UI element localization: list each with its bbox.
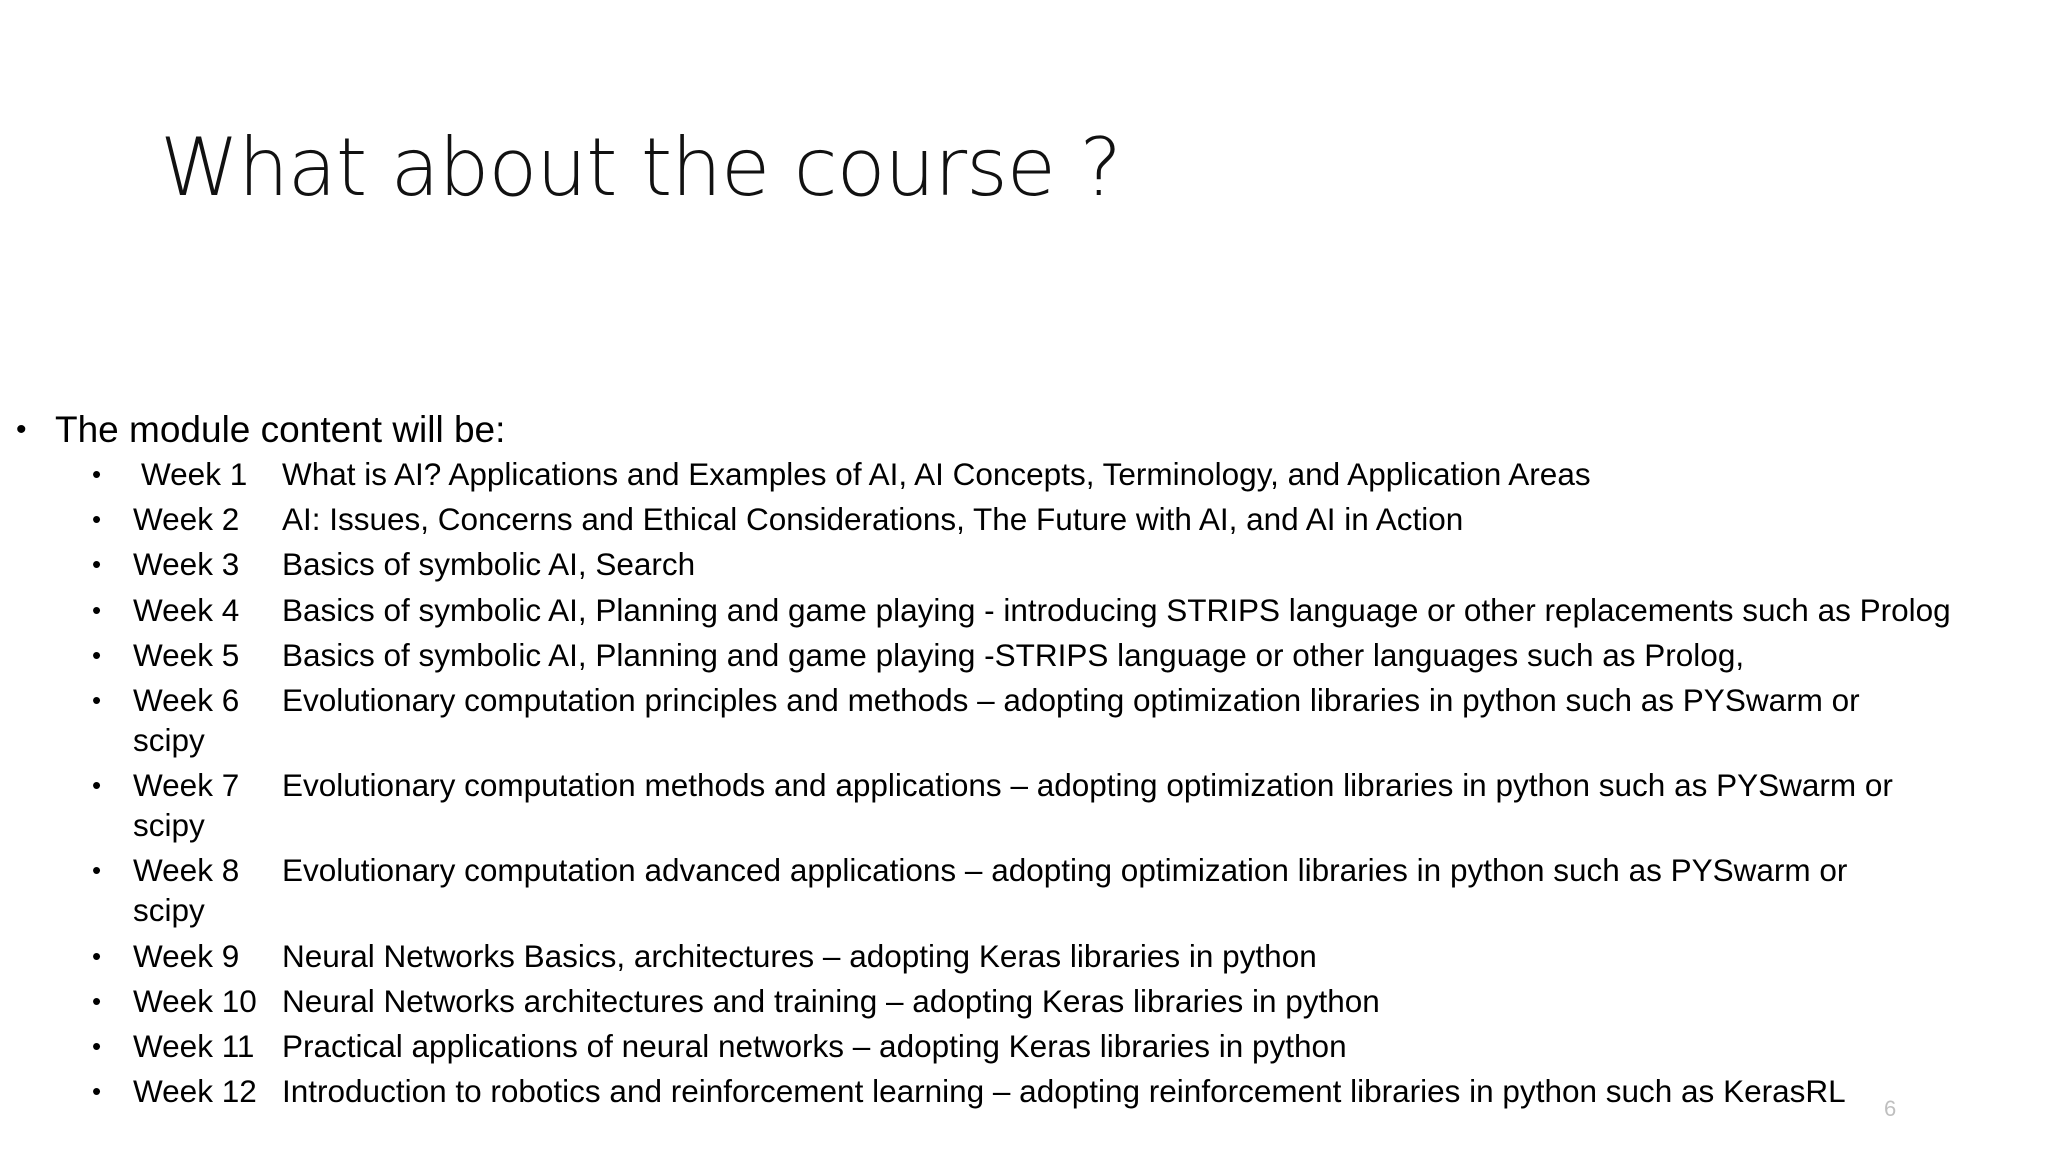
week-topic: Practical applications of neural networks – adopting Keras libraries in python: [282, 1027, 1347, 1064]
week-label: Week 11: [133, 1027, 255, 1064]
week-topic: Basics of symbolic AI, Search: [282, 546, 696, 583]
page-number: 6: [1884, 1096, 1897, 1121]
week-item: [0, 936, 2048, 976]
week-label: Week 6: [133, 681, 240, 718]
bullet-icon: •: [92, 504, 102, 535]
week-topic: Evolutionary computation advanced applications – adopting optimization libraries in python such as PYSwarm or: [282, 852, 1848, 889]
bullet-icon: •: [92, 684, 102, 715]
bullet-icon: •: [92, 639, 102, 670]
slide-content: [0, 406, 2048, 1116]
week-topic: Neural Networks Basics, architectures – adopting Keras libraries in python: [282, 937, 1317, 974]
bullet-icon: •: [92, 549, 102, 580]
bullet-icon: •: [16, 413, 27, 446]
week-label: Week 2: [133, 501, 240, 538]
week-label: Week 9: [133, 937, 240, 974]
week-label: Week 1: [141, 456, 248, 492]
week-topic: Evolutionary computation principles and methods – adopting optimization libraries in python such as PYSwarm or: [282, 681, 1860, 718]
week-item: [0, 499, 2048, 539]
week-item: [0, 680, 2048, 760]
bullet-icon: •: [92, 855, 102, 886]
week-topic-continuation: scipy: [133, 892, 205, 929]
week-topic: Introduction to robotics and reinforcement learning – adopting reinforcement libraries in python such as KerasRL: [282, 1073, 1846, 1110]
week-item: [0, 544, 2048, 584]
week-topic-continuation: scipy: [133, 807, 205, 844]
week-item: [0, 850, 2048, 930]
week-item: [0, 981, 2048, 1021]
slide-title: What about the course ?: [160, 121, 1121, 214]
week-topic: AI: Issues, Concerns and Ethical Considerations, The Future with AI, and AI in Action: [282, 501, 1464, 538]
week-topic: Evolutionary computation methods and applications – adopting optimization libraries in python such as PYSwarm or: [282, 767, 1893, 804]
week-list: [0, 454, 2048, 1111]
week-label: Week 4: [133, 591, 240, 628]
bullet-icon: •: [92, 940, 102, 971]
bullet-icon: •: [92, 1030, 102, 1061]
lead-text: The module content will be:: [55, 409, 506, 450]
bullet-icon: •: [92, 770, 102, 801]
lead-bullet: [0, 406, 2048, 454]
week-item: [0, 1071, 2048, 1111]
bullet-icon: •: [92, 459, 102, 489]
week-topic: What is AI? Applications and Examples of AI, AI Concepts, Terminology, and Application Areas: [282, 456, 1591, 492]
week-label: Week 12: [133, 1073, 257, 1110]
week-topic: Basics of symbolic AI, Planning and game playing - introducing STRIPS language or other replacements such as Prolog: [282, 591, 1951, 628]
week-item: [0, 590, 2048, 630]
week-topic: Basics of symbolic AI, Planning and game playing -STRIPS language or other languages such as Prolog,: [282, 636, 1745, 673]
week-topic: Neural Networks architectures and training – adopting Keras libraries in python: [282, 982, 1380, 1019]
bullet-icon: •: [92, 594, 102, 625]
week-topic-continuation: scipy: [133, 721, 205, 758]
bullet-icon: •: [92, 1076, 102, 1107]
week-label: Week 7: [133, 767, 240, 804]
week-label: Week 5: [133, 636, 240, 673]
week-label: Week 10: [133, 982, 257, 1019]
week-item: [0, 635, 2048, 675]
week-item: [0, 765, 2048, 845]
week-item: [0, 1026, 2048, 1066]
week-label: Week 3: [133, 546, 240, 583]
week-label: Week 8: [133, 852, 240, 889]
bullet-icon: •: [92, 985, 102, 1016]
week-item: [0, 454, 2048, 494]
